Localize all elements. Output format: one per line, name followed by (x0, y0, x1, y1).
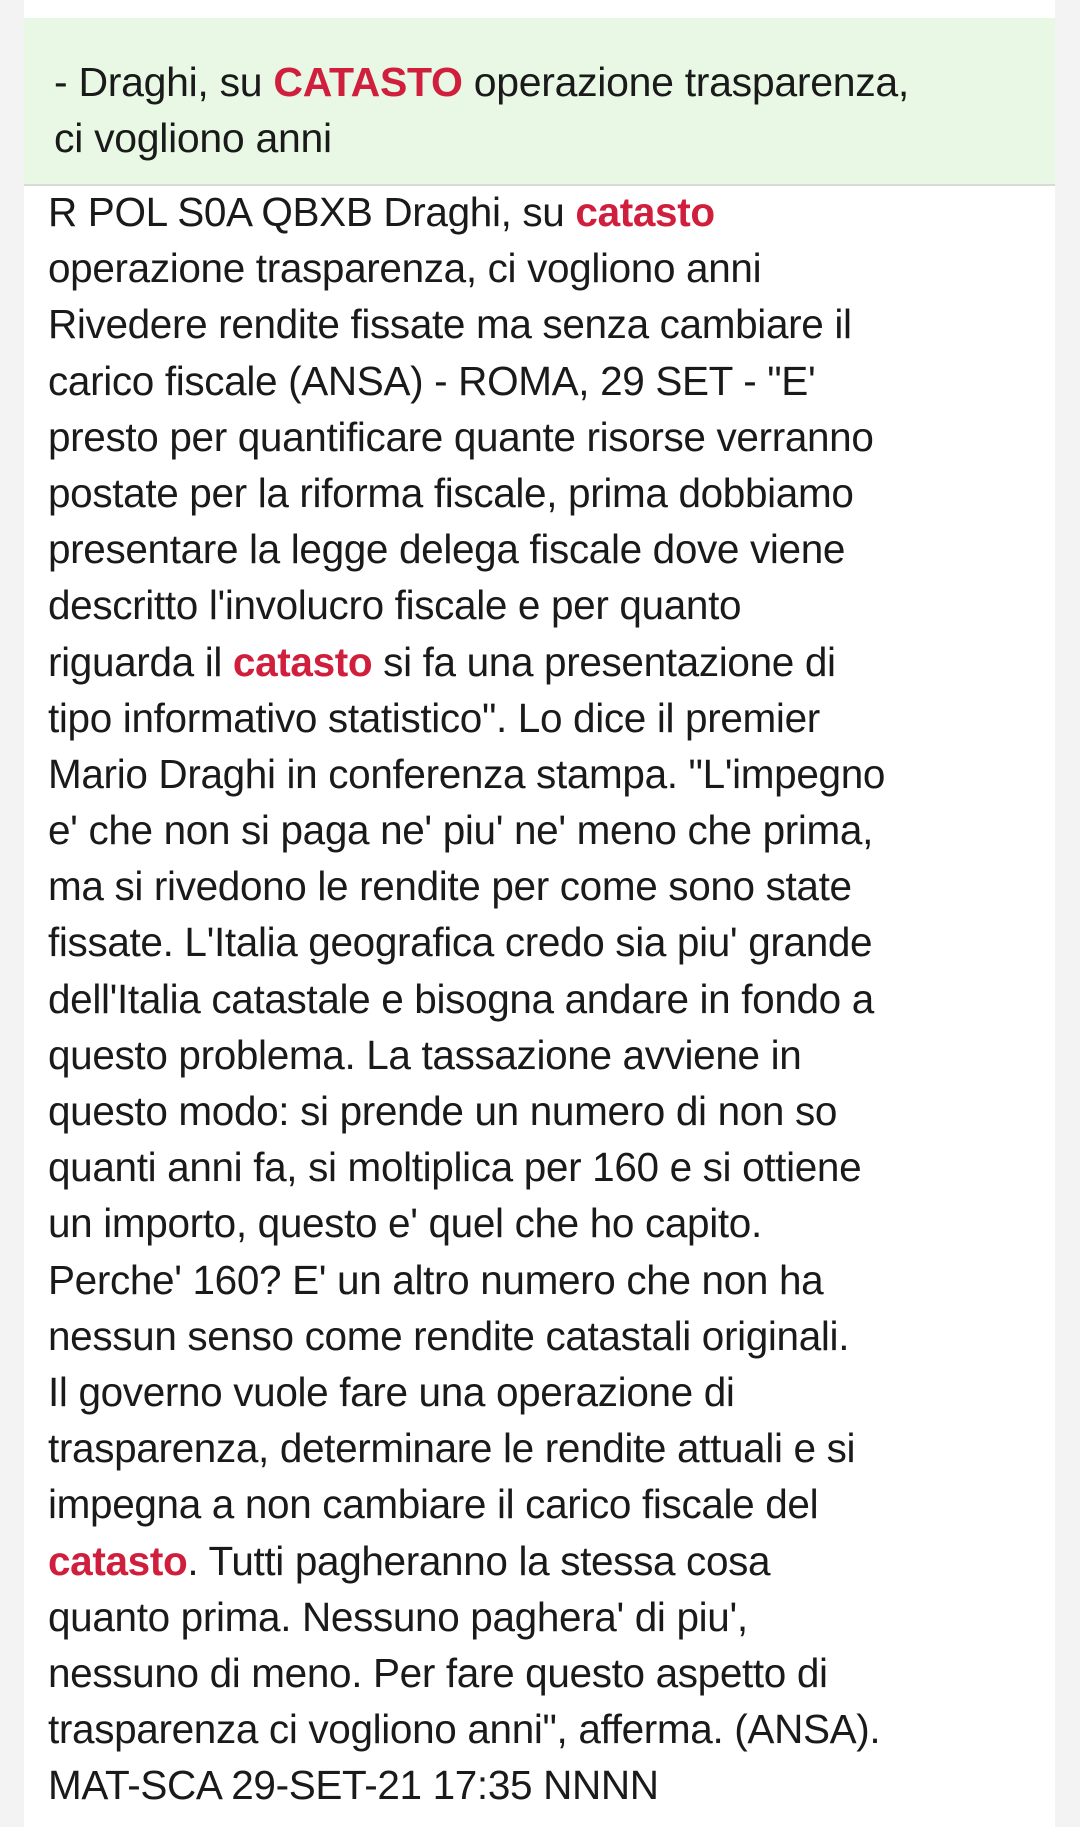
article-line: ma si rivedono le rendite per come sono state (48, 863, 852, 910)
article-line: presentare la legge delega fiscale dove viene (48, 526, 846, 573)
article-line: trasparenza, determinare le rendite attuali e si (48, 1425, 856, 1472)
article-line: Rivedere rendite fissate ma senza cambiare il (48, 301, 852, 348)
article-line: presto per quantificare quante risorse verranno (48, 413, 874, 460)
article-line: fissate. L'Italia geografica credo sia piu' grande (48, 919, 873, 966)
news-header[interactable] (24, 18, 1055, 186)
article-line: riguarda il catasto si fa una presentazione di (48, 638, 836, 685)
article-line: e' che non si paga ne' piu' ne' meno che prima, (48, 807, 874, 854)
article-line: postate per la riforma fiscale, prima dobbiamo (48, 469, 854, 516)
keyword-highlight: catasto (575, 189, 715, 235)
article-line: Perche' 160? E' un altro numero che non ha (48, 1256, 824, 1303)
article-line: questo problema. La tassazione avviene in (48, 1031, 802, 1078)
article-line: nessuno di meno. Per fare questo aspetto di (48, 1649, 828, 1696)
article-line: descritto l'involucro fiscale e per quanto (48, 582, 742, 629)
keyword-highlight: catasto (232, 638, 373, 685)
article-line: dell'Italia catastale e bisogna andare in fondo a (48, 975, 874, 1022)
article-line: operazione trasparenza, ci vogliono anni (48, 245, 762, 292)
article-line: impegna a non cambiare il carico fiscale del (48, 1481, 819, 1528)
article-line: catasto. Tutti pagheranno la stessa cosa (48, 1537, 771, 1584)
article-line: Mario Draghi in conferenza stampa. "L'impegno (48, 750, 886, 797)
article-line: Il governo vuole fare una operazione di (48, 1368, 735, 1415)
keyword-highlight: catasto (48, 1537, 188, 1584)
article-line: tipo informativo statistico". Lo dice il premier (48, 694, 820, 741)
article-line: un importo, questo e' quel che ho capito. (48, 1200, 762, 1247)
article-line: quanti anni fa, si moltiplica per 160 e si ottiene (48, 1144, 862, 1191)
article-line: carico fiscale (ANSA) - ROMA, 29 SET - "E' (48, 357, 816, 404)
article-line: quanto prima. Nessuno paghera' di piu', (48, 1593, 748, 1640)
article-body (48, 184, 1053, 1813)
title-keyword: CATASTO (273, 59, 463, 105)
article-line: questo modo: si prende un numero di non so (48, 1088, 838, 1134)
article-line: nessun senso come rendite catastali originali. (48, 1312, 850, 1359)
article-line: R POL S0A QBXB Draghi, su catasto (48, 189, 715, 235)
news-title: - Draghi, su CATASTO operazione trasparenza, ci vogliono anni (54, 59, 910, 161)
article-footer-line: MAT-SCA 29-SET-21 17:35 NNNN (48, 1762, 659, 1809)
article-line: trasparenza ci vogliono anni", afferma. (ANSA). (48, 1706, 881, 1753)
